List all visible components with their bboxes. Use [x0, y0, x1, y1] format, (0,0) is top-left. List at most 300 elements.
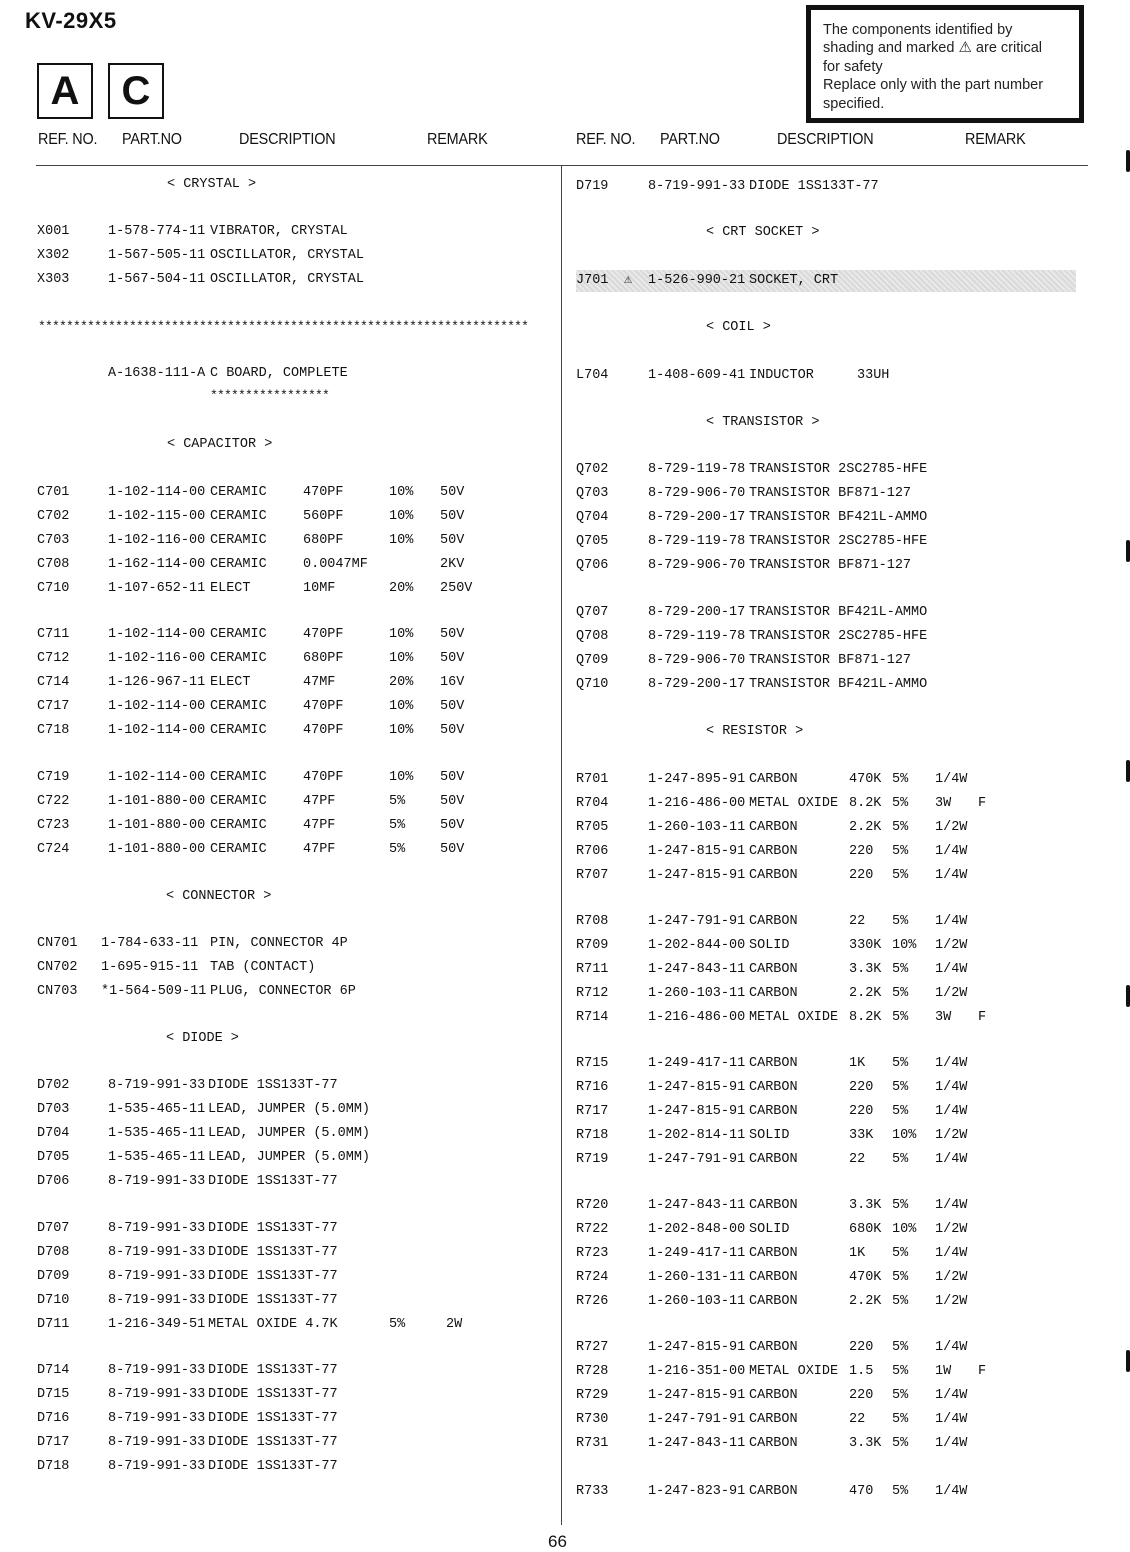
diode-row-cell: D710: [37, 1293, 70, 1308]
capacitor-row-cell: ELECT: [210, 581, 251, 596]
capacitor-row-cell: CERAMIC: [210, 651, 267, 666]
resistor-row: [0, 841, 1130, 863]
diode-row: [0, 1171, 1130, 1193]
diode-row-cell: D709: [37, 1269, 70, 1284]
capacitor-row-cell: 1-126-967-11: [108, 675, 206, 690]
resistor-row-cell: 1-247-815-91: [648, 1388, 746, 1403]
separator-stars: **********************************************************************: [38, 319, 529, 334]
transistor-row-cell: 8-729-200-17: [648, 510, 746, 525]
diode-row-cell: DIODE 1SS133T-77: [208, 1387, 338, 1402]
resistor-row: [0, 1007, 1130, 1029]
resistor-row-cell: R729: [576, 1388, 609, 1403]
resistor-row-cell: 1-247-815-91: [648, 868, 746, 883]
capacitor-row-cell: 20%: [389, 581, 414, 596]
resistor-row-cell: 1-249-417-11: [648, 1246, 746, 1261]
scan-edge-mark: [1126, 150, 1130, 172]
resistor-row: [0, 1291, 1130, 1313]
resistor-row-cell: CARBON: [749, 844, 798, 859]
diode-row-cell: 8-719-991-33: [108, 1078, 206, 1093]
transistor-row-cell: TRANSISTOR BF871-127: [749, 486, 912, 501]
resistor-row-cell: R731: [576, 1436, 609, 1451]
resistor-row-cell: R719: [576, 1152, 609, 1167]
resistor-row-cell: 1-247-815-91: [648, 1080, 746, 1095]
diode-row-cell: 8-719-991-33: [108, 1293, 206, 1308]
transistor-row: [0, 674, 1130, 696]
resistor-row-cell: 5%: [892, 796, 909, 811]
diode-row-cell: 1-535-465-11: [108, 1102, 206, 1117]
capacitor-row-cell: 47PF: [303, 794, 336, 809]
capacitor-row-cell: 1-102-114-00: [108, 699, 206, 714]
transistor-row-cell: Q702: [576, 462, 609, 477]
capacitor-row-cell: CERAMIC: [210, 842, 267, 857]
capacitor-row-cell: C724: [37, 842, 70, 857]
resistor-row-cell: 220: [849, 1080, 874, 1095]
crt-socket-row-cell: SOCKET, CRT: [749, 273, 839, 288]
capacitor-row-cell: 1-162-114-00: [108, 557, 206, 572]
section-heading-coil: < COIL >: [706, 320, 771, 335]
crt-socket-row-cell: 1-526-990-21: [648, 273, 746, 288]
diode-row-cell: DIODE 1SS133T-77: [749, 179, 879, 194]
capacitor-row-cell: 50V: [440, 627, 465, 642]
connector-row-cell: CN702: [37, 960, 78, 975]
capacitor-row-cell: 1-101-880-00: [108, 794, 206, 809]
page-number: 66: [548, 1532, 567, 1551]
resistor-row-cell: 5%: [892, 1270, 909, 1285]
resistor-row-cell: 5%: [892, 868, 909, 883]
scan-edge-mark: [1126, 540, 1130, 562]
resistor-row: [0, 1243, 1130, 1265]
crystal-row-cell: X303: [37, 272, 70, 287]
diode-row-cell: DIODE 1SS133T-77: [208, 1078, 338, 1093]
crystal-row-cell: X302: [37, 248, 70, 263]
diode-row-cell: METAL OXIDE 4.7K: [208, 1317, 338, 1332]
capacitor-row-cell: C712: [37, 651, 70, 666]
resistor-row-cell: 1-202-844-00: [648, 938, 746, 953]
transistor-row: [0, 507, 1130, 529]
capacitor-row-cell: ELECT: [210, 675, 251, 690]
transistor-row: [0, 626, 1130, 648]
resistor-row-cell: CARBON: [749, 1270, 798, 1285]
resistor-row-cell: 5%: [892, 820, 909, 835]
resistor-row-cell: R727: [576, 1340, 609, 1355]
resistor-row-cell: CARBON: [749, 986, 798, 1001]
capacitor-row-cell: 1-101-880-00: [108, 842, 206, 857]
notice-text: shading and marked: [823, 40, 955, 57]
connector-row-cell: *1-564-509-11: [101, 984, 207, 999]
capacitor-row-cell: 470PF: [303, 723, 344, 738]
coil-row-cell: 33UH: [857, 368, 890, 383]
resistor-row-cell: 1/4W: [935, 1340, 968, 1355]
crystal-row-cell: X001: [37, 224, 70, 239]
resistor-row: [0, 935, 1130, 957]
resistor-row: [0, 959, 1130, 981]
resistor-row-cell: 5%: [892, 1080, 909, 1095]
transistor-row-cell: TRANSISTOR 2SC2785-HFE: [749, 462, 928, 477]
diode-row-cell: 8-719-991-33: [108, 1363, 206, 1378]
resistor-row-cell: 5%: [892, 1412, 909, 1427]
diode-row-cell: DIODE 1SS133T-77: [208, 1174, 338, 1189]
transistor-row: [0, 459, 1130, 481]
diode-row: [0, 1456, 1130, 1478]
resistor-row: [0, 865, 1130, 887]
resistor-row-cell: R718: [576, 1128, 609, 1143]
diode-row-cell: D714: [37, 1363, 70, 1378]
resistor-row-cell: R714: [576, 1010, 609, 1025]
coil-row: [0, 365, 1130, 387]
resistor-row-cell: 220: [849, 1104, 874, 1119]
capacitor-row: [0, 696, 1130, 718]
resistor-row-cell: 1/2W: [935, 1294, 968, 1309]
safety-warning-icon: ⚠: [624, 273, 633, 288]
transistor-row-cell: Q705: [576, 534, 609, 549]
resistor-row: [0, 1361, 1130, 1383]
resistor-row-cell: 1/2W: [935, 1222, 968, 1237]
crystal-row: [0, 221, 1130, 243]
resistor-row-cell: SOLID: [749, 1222, 790, 1237]
resistor-row-cell: R707: [576, 868, 609, 883]
transistor-row-cell: TRANSISTOR 2SC2785-HFE: [749, 629, 928, 644]
resistor-row-cell: F: [978, 1364, 987, 1379]
diode-row-cell: DIODE 1SS133T-77: [208, 1221, 338, 1236]
resistor-row-cell: 3.3K: [849, 962, 882, 977]
capacitor-row-cell: 5%: [389, 842, 406, 857]
capacitor-row-cell: C717: [37, 699, 70, 714]
diode-row-cell: DIODE 1SS133T-77: [208, 1435, 338, 1450]
resistor-row-cell: 1/4W: [935, 1388, 968, 1403]
diode-row-cell: 8-719-991-33: [108, 1245, 206, 1260]
resistor-row: [0, 1409, 1130, 1431]
crt-socket-row-cell: J701: [576, 273, 609, 288]
warning-triangle-icon: ⚠: [958, 39, 972, 57]
board-part-number: A-1638-111-A: [108, 366, 206, 381]
resistor-row-cell: 5%: [892, 1010, 909, 1025]
board-description: C BOARD, COMPLETE: [210, 366, 348, 381]
diode-row-cell: LEAD, JUMPER (5.0MM): [208, 1126, 371, 1141]
capacitor-row-cell: 10MF: [303, 581, 336, 596]
resistor-row-cell: CARBON: [749, 772, 798, 787]
diode-row-cell: D704: [37, 1126, 70, 1141]
capacitor-row-cell: 1-102-115-00: [108, 509, 206, 524]
capacitor-row-cell: CERAMIC: [210, 627, 267, 642]
diode-row: [0, 176, 1130, 198]
resistor-row-cell: 220: [849, 868, 874, 883]
crystal-row-cell: OSCILLATOR, CRYSTAL: [210, 248, 364, 263]
capacitor-row-cell: CERAMIC: [210, 818, 267, 833]
resistor-row-cell: 1-260-131-11: [648, 1270, 746, 1285]
capacitor-row-cell: 10%: [389, 485, 414, 500]
capacitor-row-cell: C719: [37, 770, 70, 785]
resistor-row-cell: 1-216-486-00: [648, 1010, 746, 1025]
resistor-row-cell: 33K: [849, 1128, 874, 1143]
resistor-row-cell: 5%: [892, 1246, 909, 1261]
resistor-row-cell: 10%: [892, 938, 917, 953]
capacitor-row-cell: 10%: [389, 533, 414, 548]
capacitor-row-cell: 10%: [389, 651, 414, 666]
transistor-row: [0, 650, 1130, 672]
connector-row-cell: CN703: [37, 984, 78, 999]
capacitor-row-cell: CERAMIC: [210, 485, 267, 500]
resistor-row-cell: 5%: [892, 1056, 909, 1071]
resistor-row-cell: 470: [849, 1484, 874, 1499]
resistor-row-cell: 1-247-815-91: [648, 1104, 746, 1119]
resistor-row: [0, 1195, 1130, 1217]
capacitor-row-cell: CERAMIC: [210, 509, 267, 524]
capacitor-row-cell: 50V: [440, 770, 465, 785]
transistor-row: [0, 531, 1130, 553]
resistor-row-cell: 1/4W: [935, 962, 968, 977]
resistor-row-cell: R708: [576, 914, 609, 929]
transistor-row-cell: Q708: [576, 629, 609, 644]
resistor-row: [0, 1385, 1130, 1407]
transistor-row-cell: TRANSISTOR BF421L-AMMO: [749, 510, 928, 525]
transistor-row: [0, 555, 1130, 577]
header-description: DESCRIPTION: [777, 131, 874, 148]
section-heading-transistor: < TRANSISTOR >: [706, 415, 820, 430]
diode-row-cell: 8-719-991-33: [108, 1221, 206, 1236]
resistor-row-cell: 22: [849, 914, 866, 929]
capacitor-row-cell: 50V: [440, 651, 465, 666]
capacitor-row-cell: CERAMIC: [210, 533, 267, 548]
resistor-row-cell: 3W: [935, 796, 952, 811]
resistor-row-cell: 470K: [849, 772, 882, 787]
resistor-row-cell: 1-249-417-11: [648, 1056, 746, 1071]
header-ref-no: REF. NO.: [38, 131, 98, 148]
crt-socket-row: [0, 270, 1130, 292]
capacitor-row-cell: 470PF: [303, 485, 344, 500]
resistor-row-cell: 5%: [892, 1294, 909, 1309]
scan-edge-mark: [1126, 985, 1130, 1007]
diode-row-cell: DIODE 1SS133T-77: [208, 1363, 338, 1378]
resistor-row-cell: CARBON: [749, 1294, 798, 1309]
header-part-no: PART.NO: [660, 131, 720, 148]
header-rule: [36, 165, 1088, 166]
transistor-row-cell: Q703: [576, 486, 609, 501]
resistor-row-cell: 680K: [849, 1222, 882, 1237]
resistor-row-cell: 1-260-103-11: [648, 986, 746, 1001]
resistor-row-cell: 8.2K: [849, 1010, 882, 1025]
resistor-row-cell: 1/4W: [935, 1104, 968, 1119]
resistor-row-cell: F: [978, 1010, 987, 1025]
resistor-row-cell: CARBON: [749, 1484, 798, 1499]
capacitor-row-cell: 47PF: [303, 818, 336, 833]
notice-line: The components identified by: [823, 22, 1013, 38]
capacitor-row-cell: 10%: [389, 509, 414, 524]
capacitor-row-cell: C710: [37, 581, 70, 596]
resistor-row-cell: CARBON: [749, 868, 798, 883]
capacitor-row-cell: 5%: [389, 794, 406, 809]
diode-row-cell: D718: [37, 1459, 70, 1474]
diode-row-cell: 5%: [389, 1317, 406, 1332]
diode-row-cell: LEAD, JUMPER (5.0MM): [208, 1102, 371, 1117]
capacitor-row-cell: CERAMIC: [210, 770, 267, 785]
diode-row-cell: DIODE 1SS133T-77: [208, 1459, 338, 1474]
resistor-row-cell: R723: [576, 1246, 609, 1261]
transistor-row-cell: Q706: [576, 558, 609, 573]
resistor-row-cell: 1/4W: [935, 914, 968, 929]
resistor-row-cell: 2.2K: [849, 820, 882, 835]
capacitor-row-cell: 2KV: [440, 557, 465, 572]
capacitor-row-cell: 680PF: [303, 651, 344, 666]
capacitor-row-cell: 50V: [440, 509, 465, 524]
transistor-row: [0, 483, 1130, 505]
resistor-row-cell: R711: [576, 962, 609, 977]
resistor-row-cell: 22: [849, 1412, 866, 1427]
resistor-row-cell: 2.2K: [849, 986, 882, 1001]
diode-row-cell: 2W: [446, 1317, 463, 1332]
resistor-row-cell: 1.5: [849, 1364, 874, 1379]
transistor-row-cell: TRANSISTOR BF421L-AMMO: [749, 677, 928, 692]
connector-row-cell: CN701: [37, 936, 78, 951]
resistor-row-cell: CARBON: [749, 1056, 798, 1071]
section-heading-crt-socket: < CRT SOCKET >: [706, 225, 820, 240]
resistor-row-cell: 22: [849, 1152, 866, 1167]
diode-row-cell: 8-719-991-33: [108, 1459, 206, 1474]
capacitor-row-cell: C708: [37, 557, 70, 572]
resistor-row-cell: 5%: [892, 1152, 909, 1167]
resistor-row-cell: R717: [576, 1104, 609, 1119]
section-heading-connector: < CONNECTOR >: [166, 889, 272, 904]
transistor-row-cell: Q709: [576, 653, 609, 668]
diode-row-cell: DIODE 1SS133T-77: [208, 1293, 338, 1308]
capacitor-row-cell: 20%: [389, 675, 414, 690]
resistor-row-cell: 1-216-351-00: [648, 1364, 746, 1379]
transistor-row-cell: 8-729-119-78: [648, 462, 746, 477]
capacitor-row-cell: 680PF: [303, 533, 344, 548]
capacitor-row-cell: 1-102-114-00: [108, 770, 206, 785]
resistor-row-cell: CARBON: [749, 1246, 798, 1261]
section-heading-crystal: < CRYSTAL >: [167, 177, 257, 192]
transistor-row: [0, 602, 1130, 624]
resistor-row: [0, 1053, 1130, 1075]
diode-row-cell: DIODE 1SS133T-77: [208, 1411, 338, 1426]
resistor-row-cell: R730: [576, 1412, 609, 1427]
diode-row-cell: DIODE 1SS133T-77: [208, 1269, 338, 1284]
capacitor-row-cell: 560PF: [303, 509, 344, 524]
resistor-row-cell: R706: [576, 844, 609, 859]
resistor-row-cell: 1/4W: [935, 1152, 968, 1167]
capacitor-row-cell: 1-102-114-00: [108, 723, 206, 738]
transistor-row-cell: TRANSISTOR BF871-127: [749, 653, 912, 668]
resistor-row-cell: 5%: [892, 986, 909, 1001]
resistor-row-cell: R701: [576, 772, 609, 787]
diode-row: [0, 1314, 1130, 1336]
resistor-row-cell: 5%: [892, 844, 909, 859]
diode-row-cell: D702: [37, 1078, 70, 1093]
capacitor-row-cell: 1-107-652-11: [108, 581, 206, 596]
transistor-row-cell: 8-729-906-70: [648, 653, 746, 668]
section-heading-diode: < DIODE >: [166, 1031, 239, 1046]
diode-row-cell: 1-535-465-11: [108, 1150, 206, 1165]
notice-line: specified.: [823, 95, 885, 112]
diode-row-cell: D711: [37, 1317, 70, 1332]
resistor-row-cell: 1-260-103-11: [648, 1294, 746, 1309]
resistor-row-cell: 5%: [892, 1388, 909, 1403]
resistor-row-cell: 1-247-791-91: [648, 914, 746, 929]
capacitor-row: [0, 578, 1130, 600]
resistor-row-cell: 3W: [935, 1010, 952, 1025]
capacitor-row-cell: 50V: [440, 533, 465, 548]
resistor-row-cell: R728: [576, 1364, 609, 1379]
resistor-row-cell: 8.2K: [849, 796, 882, 811]
diode-row-cell: 8-719-991-33: [108, 1411, 206, 1426]
capacitor-row-cell: 50V: [440, 723, 465, 738]
resistor-row-cell: 5%: [892, 1364, 909, 1379]
resistor-row: [0, 1267, 1130, 1289]
resistor-row-cell: 1-247-823-91: [648, 1484, 746, 1499]
resistor-row-cell: 1/4W: [935, 1412, 968, 1427]
resistor-row: [0, 1219, 1130, 1241]
capacitor-row-cell: 1-102-114-00: [108, 627, 206, 642]
resistor-row-cell: 5%: [892, 1198, 909, 1213]
scan-edge-mark: [1126, 1350, 1130, 1372]
resistor-row-cell: 5%: [892, 1436, 909, 1451]
resistor-row-cell: R705: [576, 820, 609, 835]
connector-row-cell: PLUG, CONNECTOR 6P: [210, 984, 356, 999]
capacitor-row-cell: 10%: [389, 770, 414, 785]
transistor-row-cell: Q707: [576, 605, 609, 620]
resistor-row-cell: 1/4W: [935, 772, 968, 787]
diode-row-cell: D703: [37, 1102, 70, 1117]
resistor-row-cell: R716: [576, 1080, 609, 1095]
resistor-row-cell: 1/2W: [935, 1128, 968, 1143]
diode-row-cell: D719: [576, 179, 609, 194]
capacitor-row-cell: 250V: [440, 581, 473, 596]
coil-row-cell: 1-408-609-41: [648, 368, 746, 383]
resistor-row-cell: 220: [849, 844, 874, 859]
resistor-row-cell: 5%: [892, 1340, 909, 1355]
resistor-row-cell: R709: [576, 938, 609, 953]
resistor-row-cell: 1-247-791-91: [648, 1152, 746, 1167]
capacitor-row-cell: 470PF: [303, 699, 344, 714]
resistor-row-cell: METAL OXIDE: [749, 796, 839, 811]
board-letter-c: C: [108, 63, 164, 119]
resistor-row-cell: CARBON: [749, 1152, 798, 1167]
header-ref-no: REF. NO.: [576, 131, 636, 148]
safety-notice: [806, 5, 1084, 123]
resistor-row: [0, 1433, 1130, 1455]
header-remark: REMARK: [427, 131, 488, 148]
crystal-row-cell: 1-567-504-11: [108, 272, 206, 287]
resistor-row-cell: 3.3K: [849, 1436, 882, 1451]
capacitor-row-cell: C711: [37, 627, 70, 642]
diode-row-cell: D708: [37, 1245, 70, 1260]
resistor-row-cell: SOLID: [749, 938, 790, 953]
resistor-row-cell: 1-202-848-00: [648, 1222, 746, 1237]
resistor-row-cell: 5%: [892, 914, 909, 929]
resistor-row-cell: 1-202-814-11: [648, 1128, 746, 1143]
resistor-row-cell: 1/2W: [935, 938, 968, 953]
resistor-row-cell: METAL OXIDE: [749, 1364, 839, 1379]
capacitor-row-cell: C718: [37, 723, 70, 738]
resistor-row-cell: 10%: [892, 1222, 917, 1237]
capacitor-row-cell: CERAMIC: [210, 723, 267, 738]
capacitor-row-cell: C701: [37, 485, 70, 500]
capacitor-row-cell: 47PF: [303, 842, 336, 857]
diode-row-cell: DIODE 1SS133T-77: [208, 1245, 338, 1260]
diode-row-cell: 1-216-349-51: [108, 1317, 206, 1332]
transistor-row-cell: TRANSISTOR BF421L-AMMO: [749, 605, 928, 620]
resistor-row: [0, 1077, 1130, 1099]
model-title: KV-29X5: [25, 8, 117, 33]
resistor-row: [0, 911, 1130, 933]
capacitor-row-cell: 470PF: [303, 770, 344, 785]
crystal-row-cell: VIBRATOR, CRYSTAL: [210, 224, 348, 239]
resistor-row-cell: 5%: [892, 772, 909, 787]
transistor-row-cell: TRANSISTOR BF871-127: [749, 558, 912, 573]
notice-line: for safety: [823, 58, 883, 75]
transistor-row-cell: 8-729-119-78: [648, 534, 746, 549]
capacitor-row-cell: 50V: [440, 818, 465, 833]
